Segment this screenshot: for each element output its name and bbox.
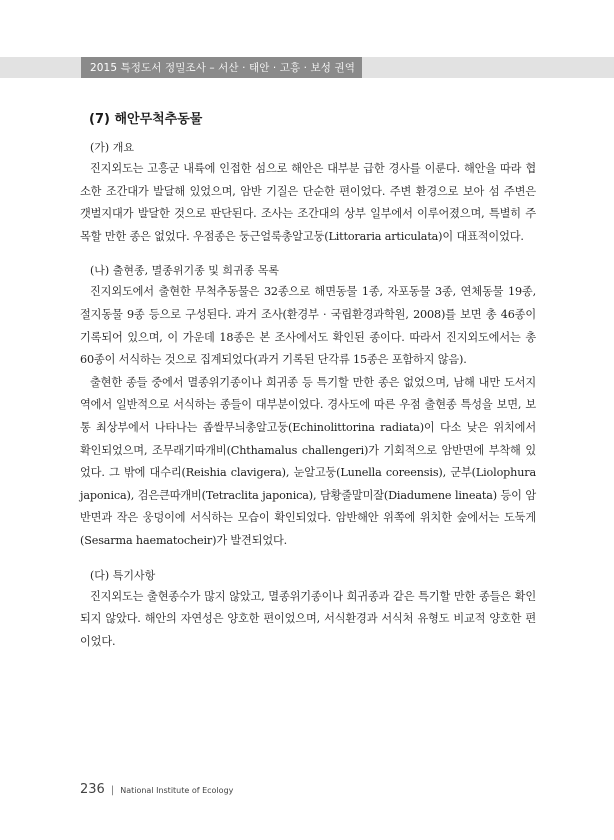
publisher-name: National Institute of Ecology <box>120 786 234 795</box>
paragraph: 진지외도는 고흥군 내륙에 인접한 섬으로 해안은 대부분 급한 경사를 이룬다. 해안을 따라 협소한 조간대가 발달해 있었으며, 암반 기질은 단순한 편이었다. 주변 환경으로 보아 섬 주변은 갯벌지대가 발달한 것으로 판단된다. 조사는 조간대의 상부 일부에서 이루어졌으며, 특별히 주목할 만한 종은 없었다. 우점종은 둥근얼룩총알고둥(Littoraria articulata)이 대표적이었다. <box>80 162 536 243</box>
section-title: (7) 해안무척추동물 <box>89 112 203 127</box>
subsection-species-list <box>80 260 536 552</box>
paragraph: 진지외도에서 출현한 무척추동물은 32종으로 해면동물 1종, 자포동물 3종, 연체동물 19종, 절지동물 9종 등으로 구성된다. 과거 조사(환경부 · 국립환경과학원, 2008)를 보면 총 46종이 기록되어 있으며, 이 가운데 18종은 본 조사에서도 확인된 종이다. 따라서 진지외도에서는 총 60종이 서식하는 것으로 집계되었다(과거 기록된 단각류 15종은 포함하지 않음). <box>80 285 536 367</box>
subsection-heading: (가) 개요 <box>90 141 134 154</box>
paragraph: 진지외도는 출현종수가 많지 않았고, 멸종위기종이나 희귀종과 같은 특기할 만한 종들은 확인되지 않았다. 해안의 자연성은 양호한 편이었으며, 서식환경과 서식처 유형도 비교적 양호한 편이었다. <box>80 589 536 648</box>
subsection-heading: (다) 특기사항 <box>90 568 156 582</box>
subsection-overview <box>80 137 536 248</box>
paragraph: 출현한 종들 중에서 멸종위기종이나 희귀종 등 특기할 만한 종은 없었으며, 남해 내만 도서지역에서 일반적으로 서식하는 종들이 대부분이었다. 경사도에 따른 우점 출현종 특성을 보면, 보통 최상부에서 나타나는 좁쌀무늬총알고둥(Echinolittorina radiata)이 다소 낮은 위치에서 확인되었으며, 조무래기따개비(Chthamalus challengeri)가 기회적으로 암반면에 부착해 있었다. 그 밖에 대수리(Reishia clavigera), 눈알고둥(Lunella coreensis), 군부(Liolophura japonica), 검은큰따개비(Tetraclita japonica), 담황줄말미잘(Diadumene lineata) 등이 암반면과 작은 웅덩이에 서식하는 모습이 확인되었다. 암반해안 위쪽에 위치한 숲에서는 도둑게(Sesarma haematocheir)가 발견되었다. <box>80 375 536 547</box>
running-header: 2015 특정도서 정밀조사 – 서산 · 태안 · 고흥 · 보성 권역 <box>90 62 355 74</box>
subsection-remarks <box>80 565 536 654</box>
body-content <box>80 137 536 653</box>
page-footer <box>80 778 233 797</box>
footer-separator: | <box>110 785 115 796</box>
page-number: 236 <box>80 782 105 797</box>
subsection-heading: (나) 출현종, 멸종위기종 및 희귀종 목록 <box>90 264 279 278</box>
